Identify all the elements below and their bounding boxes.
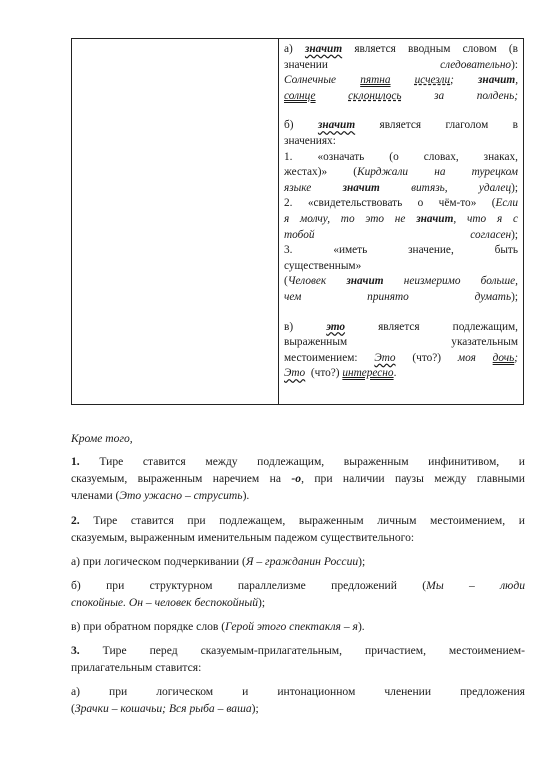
rule-b-item3-line1 — [284, 243, 518, 259]
p1-example: Это ужасно – струсить — [119, 489, 243, 502]
rule-b-item1-end: ); — [511, 181, 518, 194]
rule-b-item2-line3 — [284, 228, 518, 244]
p3-line2: прилагательным ставится: — [71, 661, 202, 674]
rule-a-line1 — [284, 42, 518, 58]
rule-a-marker: а) — [284, 43, 293, 55]
rule-c-ex2: моя — [457, 351, 476, 364]
rule-a-word: значит — [304, 43, 343, 55]
rule-a-ex4: ; — [450, 74, 454, 87]
rule-c-line2: выраженным указательным — [284, 336, 518, 349]
rule-b-item2-ex5: согласен — [470, 228, 512, 241]
p2b-example2: спокойные. Он – человек беспокойный — [71, 596, 258, 609]
p3a-end: ); — [251, 702, 259, 715]
rule-c-line1 — [284, 320, 518, 336]
p1-line1: Тире ставится между подлежащим, выраженным инфинитивом, и — [99, 455, 525, 468]
rule-a-ex6: , — [515, 74, 519, 87]
rule-c-word: это — [326, 320, 346, 333]
rule-b-text1: является глаголом в — [379, 119, 519, 132]
rule-b-marker: б) — [284, 119, 294, 132]
paragraph-2b — [71, 577, 525, 611]
rule-a-ex8: склонилось — [348, 89, 402, 102]
rule-c-line4 — [284, 366, 518, 382]
p3-number: 3. — [71, 644, 80, 657]
p2c-example: Герой этого спектакля – я — [225, 620, 358, 633]
paragraph-2c — [71, 618, 525, 635]
p1-line2: сказуемым, выраженным наречием на — [71, 472, 281, 485]
p1-line3: членами ( — [71, 489, 120, 502]
rule-c-ex5: Это — [284, 367, 306, 380]
rule-b-item1-num: 1. — [284, 150, 293, 163]
rule-b-word: значит — [317, 119, 356, 132]
paragraph-1 — [71, 453, 525, 504]
rule-b-item3-num: 3. — [284, 244, 293, 257]
rule-b-item1-ex3: витязь, удалец — [411, 181, 512, 194]
rule-b-item2-ex2: я молчу, то это не — [284, 212, 406, 225]
p2-line2: сказуемым, выраженным именительным падежом существительного: — [71, 531, 415, 544]
rules-table — [71, 38, 524, 405]
rule-b-item1-text2: жестах)» ( — [284, 166, 358, 179]
p3a-text: а) при логическом и интонационном членении предложения — [71, 685, 525, 698]
rule-c-ex4: ; — [514, 351, 519, 364]
rule-b-item2-ex-word: значит — [416, 212, 454, 225]
rule-a-ex2: пятна — [360, 74, 391, 87]
intro-line — [71, 430, 525, 447]
rule-a-line2 — [284, 58, 518, 74]
p3a-open: ( — [71, 702, 75, 715]
rule-a-ex5: значит — [478, 74, 516, 87]
rule-b-item1-ex2: языке — [284, 181, 312, 194]
rule-b-item3-line2: существенным» — [284, 259, 362, 272]
paragraph-2 — [71, 512, 525, 546]
rule-c-q2: (что?) — [310, 367, 340, 380]
rule-c-ex6: интересно — [342, 367, 394, 380]
rule-c-ex7: . — [393, 367, 397, 380]
rule-b-item3-line3 — [284, 274, 518, 290]
rule-c-marker: в) — [284, 320, 294, 333]
rule-b-item3-text: «иметь значение, быть — [333, 244, 519, 257]
p1-suffix: -о — [291, 472, 302, 485]
rule-b-item2-end: ); — [511, 228, 518, 241]
rule-a-meaning: следовательно — [440, 58, 512, 71]
rule-b-item2-line1 — [284, 196, 518, 212]
rule-b-item3-ex1: Человек — [287, 275, 327, 288]
rule-b-item3-end: ); — [511, 290, 518, 303]
rule-b-item1-line1 — [284, 150, 518, 166]
p2a-text: а) при логическом подчеркивании ( — [71, 555, 246, 568]
rule-b-item3-ex-word: значит — [346, 275, 384, 288]
rule-b-item2-ex1: Если — [495, 197, 518, 210]
p1-line2-end: , при наличии паузы между главными — [301, 472, 525, 485]
rule-a-text1: является вводным словом (в — [354, 43, 519, 55]
rule-c-text1: является подлежащим, — [378, 320, 518, 333]
paragraph-2a — [71, 553, 525, 570]
rule-b-item3-open: ( — [284, 275, 288, 288]
rule-b-item3-ex3: чем принято думать — [284, 290, 512, 303]
table-right-cell — [279, 39, 523, 404]
rule-b-line1 — [284, 118, 518, 134]
p2-line1: Тире ставится при подлежащем, выраженным личным местоимением, и — [93, 514, 525, 527]
rule-c-text3: местоимением: — [284, 351, 358, 364]
rule-a-example-line1 — [284, 73, 518, 89]
rule-c-ex3: дочь — [492, 351, 515, 364]
p2b-text: б) при структурном параллелизме предложений ( — [71, 579, 427, 592]
rule-b-item1-line3 — [284, 181, 518, 197]
rule-a-ex11: ; — [514, 89, 519, 102]
rule-b-item1-ex1: Кирджали на турецком — [357, 166, 518, 179]
p2b-end: ); — [258, 596, 266, 609]
rule-c-ex1: Это — [374, 351, 396, 364]
rule-b-item2-ex3: , что я с — [453, 212, 518, 225]
intro-text: Кроме того, — [71, 432, 133, 445]
rule-b-item3-ex2: неизмеримо больше, — [403, 275, 519, 288]
rule-b-item2-num: 2. — [284, 197, 293, 210]
rule-a-after-meaning: ): — [511, 58, 518, 71]
p2c-text: в) при обратном порядке слов ( — [71, 620, 226, 633]
rule-c-line3 — [284, 351, 518, 367]
paragraph-3a — [71, 683, 525, 717]
rule-a-ex7: солнце — [284, 89, 316, 102]
rule-a-ex3: исчезли — [414, 74, 451, 87]
paragraph-3 — [71, 642, 525, 676]
rule-b-item2-line2 — [284, 212, 518, 228]
p1-number: 1. — [71, 455, 80, 468]
rule-b-item1-ex-word: значит — [342, 181, 380, 194]
p2-number: 2. — [71, 514, 80, 527]
rule-a-text2: значении — [284, 58, 328, 71]
p2a-end: ); — [358, 555, 366, 568]
rule-a-ex10: полдень — [476, 89, 515, 102]
table-left-cell — [72, 39, 279, 404]
rule-a-ex1: Солнечные — [284, 74, 337, 87]
p1-end: ). — [242, 489, 250, 502]
p2c-end: ). — [357, 620, 365, 633]
rule-a-ex9: за — [434, 89, 445, 102]
rule-b-item1-text: «означать (о словах, знаках, — [317, 150, 518, 163]
rule-c-q1: (что?) — [412, 351, 442, 364]
rule-a-example-line2 — [284, 89, 518, 105]
p3-line1: Тире перед сказуемым-прилагательным, причастием, местоимением- — [102, 644, 525, 657]
rule-b-item2-text: «свидетельствовать о чём-то» ( — [307, 197, 496, 210]
p3a-example: Зрачки – кошачьи; Вся рыба – ваша — [74, 702, 252, 715]
rule-b-item2-ex4: тобой — [284, 228, 315, 241]
rule-b-line2: значениях: — [284, 134, 336, 147]
p2a-example: Я – гражданин России — [245, 555, 359, 568]
rule-b-item1-line2 — [284, 165, 518, 181]
p2b-example1: Мы – люди — [426, 579, 525, 592]
rule-b-item3-line4 — [284, 290, 518, 306]
